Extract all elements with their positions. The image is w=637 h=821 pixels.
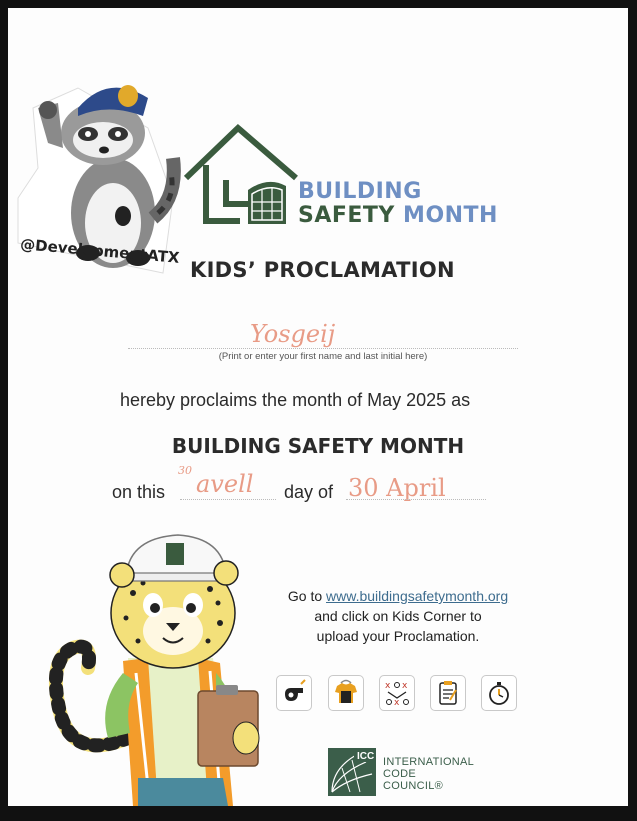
icc-mark: ICC (357, 751, 375, 762)
logo-line-safety-month (298, 204, 498, 228)
instructions-line-1 (253, 586, 543, 606)
day-superscript: 30 (178, 464, 192, 477)
icc-line-2: CODE (383, 768, 416, 780)
date-middle: day of (284, 482, 334, 502)
house-logo-icon (178, 120, 303, 230)
logo-word-month: MONTH (403, 203, 498, 228)
bsm-logo (178, 120, 498, 230)
month-field-value[interactable]: 30 April (348, 474, 446, 502)
raccoon-sticker (8, 48, 183, 288)
clipboard-icon (430, 675, 466, 711)
month-field-line (346, 499, 486, 500)
icc-name (383, 756, 474, 792)
day-field-value[interactable]: avell (196, 470, 254, 498)
name-field-line (128, 348, 518, 349)
sticker-handle: @DevelopmentATX (19, 235, 181, 267)
shirt-icon (328, 675, 364, 711)
day-field-line (180, 499, 276, 500)
svg-text:x: x (402, 681, 408, 691)
logo-line-building: BUILDING (298, 179, 422, 204)
stopwatch-icon (481, 675, 517, 711)
instructions-line-3: upload your Proclamation. (316, 628, 480, 644)
svg-text:x: x (385, 681, 391, 691)
proclaims-text: hereby proclaims the month of May 2025 as (120, 390, 471, 410)
proclamation-page (8, 8, 628, 806)
play-diagram-icon (379, 675, 415, 711)
website-link[interactable]: www.buildingsafetymonth.org (326, 588, 509, 604)
icc-line-3: COUNCIL® (383, 780, 444, 792)
icc-logo (328, 748, 478, 800)
instructions (253, 586, 543, 646)
instructions-goto: Go to (287, 588, 327, 604)
month-title: BUILDING SAFETY MONTH (171, 434, 465, 458)
name-field-hint: (Print or enter your first name and last initial here) (218, 351, 428, 362)
icc-line-1: INTERNATIONAL (383, 756, 475, 768)
logo-word-safety: SAFETY (298, 203, 395, 228)
svg-text:x: x (394, 698, 400, 708)
date-prefix: on this (112, 482, 166, 502)
instructions-line-2: and click on Kids Corner to (314, 608, 482, 624)
page-title: KIDS’ PROCLAMATION (190, 258, 455, 282)
whistle-icon (276, 675, 312, 711)
cheetah-mascot-icon (38, 523, 278, 806)
name-field-value[interactable]: Yosgeij (250, 320, 336, 348)
cheetah-mascot (38, 523, 278, 806)
